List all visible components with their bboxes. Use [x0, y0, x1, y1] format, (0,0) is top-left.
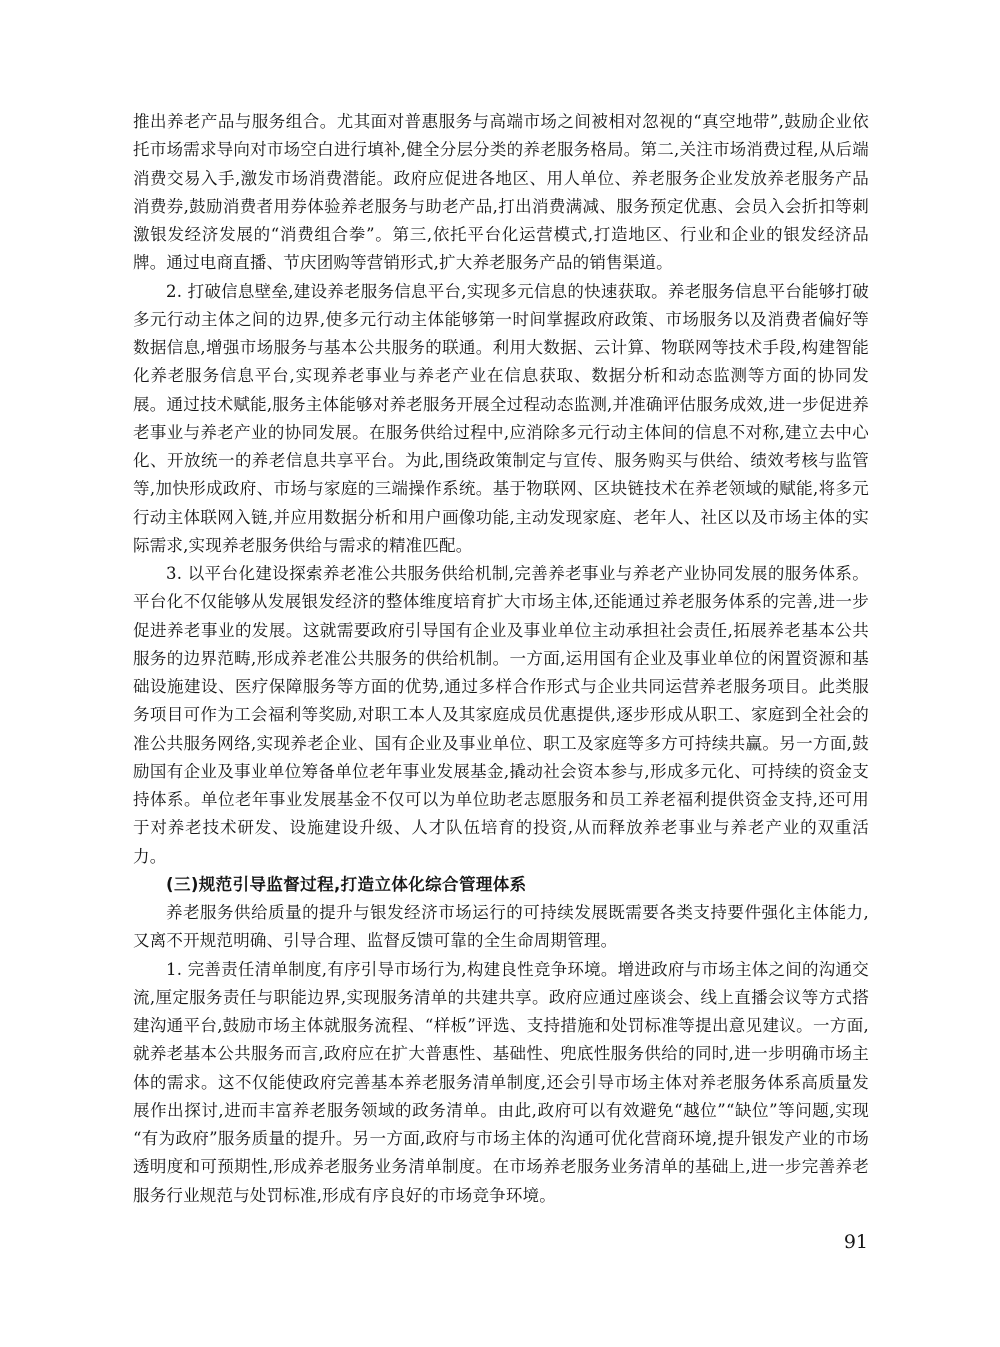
paragraph: 推出养老产品与服务组合。尤其面对普惠服务与高端市场之间被相对忽视的“真空地带”,鼓励企业依托市场需求导向对市场空白进行填补,健全分层分类的养老服务格局。第二,关注市场消费过程,从后端消费交易入手,激发市场消费潜能。政府应促进各地区、用人单位、养老服务企业发放养老服务产品消费券,鼓励消费者用券体验养老服务与助老产品,打出消费满减、服务预定优惠、会员入会折扣等刺激银发经济发展的“消费组合拳”。第三,依托平台化运营模式,打造地区、行业和企业的银发经济品牌。通过电商直播、节庆团购等营销形式,扩大养老服务产品的销售渠道。: [133, 112, 869, 273]
section-heading: (三)规范引导监督过程,打造立体化综合管理体系: [166, 874, 527, 894]
paragraph: 养老服务供给质量的提升与银发经济市场运行的可持续发展既需要各类支持要件强化主体能力,又离不开规范明确、引导合理、监督反馈可靠的全生命周期管理。: [133, 903, 869, 951]
paragraph: 3. 以平台化建设探索养老准公共服务供给机制,完善养老事业与养老产业协同发展的服务体系。平台化不仅能够从发展银发经济的整体维度培育扩大市场主体,还能通过养老服务体系的完善,进一步促进养老事业的发展。这就需要政府引导国有企业及事业单位主动承担社会责任,拓展养老基本公共服务的边界范畴,形成养老准公共服务的供给机制。一方面,运用国有企业及事业单位的闲置资源和基础设施建设、医疗保障服务等方面的优势,通过多样合作形式与企业共同运营养老服务项目。此类服务项目可作为工会福利等奖励,对职工本人及其家庭成员优惠提供,逐步形成从职工、家庭到全社会的准公共服务网络,实现养老企业、国有企业及事业单位、职工及家庭等多方可持续共赢。另一方面,鼓励国有企业及事业单位筹备单位老年事业发展基金,撬动社会资本参与,形成多元化、可持续的资金支持体系。单位老年事业发展基金不仅可以为单位助老志愿服务和员工养老福利提供资金支持,还可用于对养老技术研发、设施建设升级、人才队伍培育的投资,从而释放养老事业与养老产业的双重活力。: [133, 564, 869, 866]
article-body: [133, 108, 869, 1210]
page-number: 91: [843, 1231, 868, 1253]
paragraph: 2. 打破信息壁垒,建设养老服务信息平台,实现多元信息的快速获取。养老服务信息平台能够打破多元行动主体之间的边界,使多元行动主体能够第一时间掌握政府政策、市场服务以及消费者偏好等数据信息,增强市场服务与基本公共服务的联通。利用大数据、云计算、物联网等技术手段,构建智能化养老服务信息平台,实现养老事业与养老产业在信息获取、数据分析和动态监测等方面的协同发展。通过技术赋能,服务主体能够对养老服务开展全过程动态监测,并准确评估服务成效,进一步促进养老事业与养老产业的协同发展。在服务供给过程中,应消除多元行动主体间的信息不对称,建立去中心化、开放统一的养老信息共享平台。为此,围绕政策制定与宣传、服务购买与供给、绩效考核与监管等,加快形成政府、市场与家庭的三端操作系统。基于物联网、区块链技术在养老领域的赋能,将多元行动主体联网入链,并应用数据分析和用户画像功能,主动发现家庭、老年人、社区以及市场主体的实际需求,实现养老服务供给与需求的精准匹配。: [133, 281, 869, 555]
paragraph: 1. 完善责任清单制度,有序引导市场行为,构建良性竞争环境。增进政府与市场主体之间的沟通交流,厘定服务责任与职能边界,实现服务清单的共建共享。政府应通过座谈会、线上直播会议等方式搭建沟通平台,鼓励市场主体就服务流程、“样板”评选、支持措施和处罚标准等提出意见建议。一方面,就养老基本公共服务而言,政府应在扩大普惠性、基础性、兜底性服务供给的同时,进一步明确市场主体的需求。这不仅能使政府完善基本养老服务清单制度,还会引导市场主体对养老服务体系高质量发展作出探讨,进而丰富养老服务领域的政务清单。由此,政府可以有效避免“越位”“缺位”等问题,实现“有为政府”服务质量的提升。另一方面,政府与市场主体的沟通可优化营商环境,提升银发产业的市场透明度和可预期性,形成养老服务业务清单制度。在市场养老服务业务清单的基础上,进一步完善养老服务行业规范与处罚标准,形成有序良好的市场竞争环境。: [133, 959, 869, 1205]
